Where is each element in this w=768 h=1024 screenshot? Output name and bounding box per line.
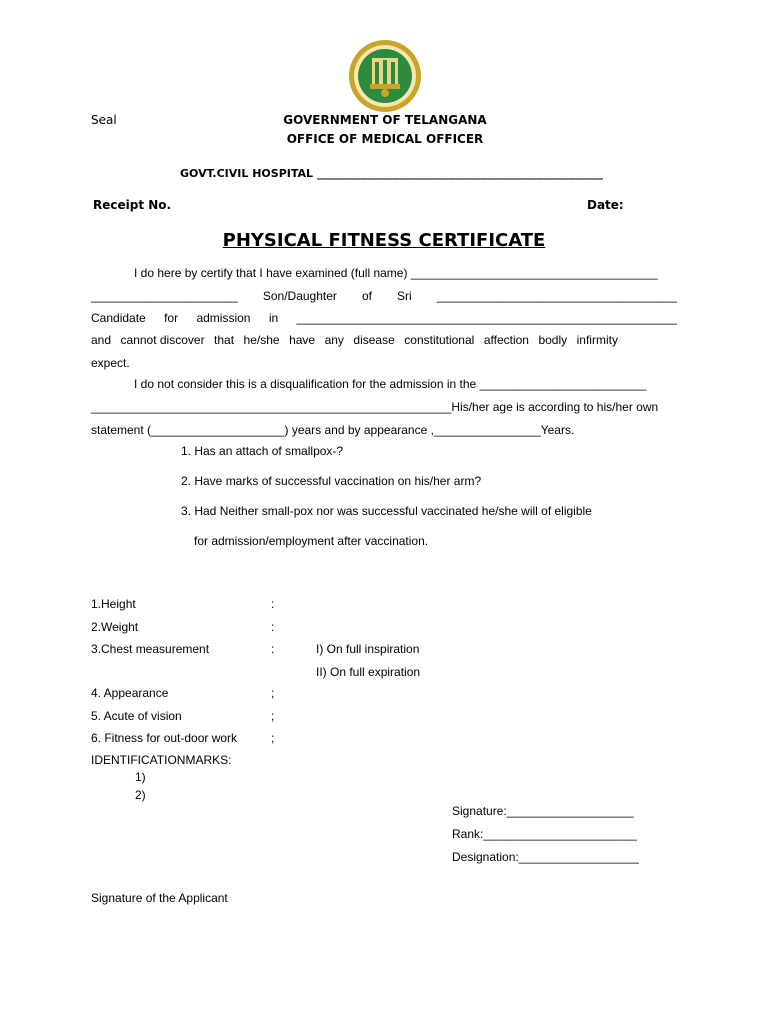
- blank-name: ______________________: [91, 289, 238, 303]
- appearance-separator: ;: [271, 686, 275, 700]
- candidate-line: [91, 311, 677, 325]
- son-daughter-line: [91, 289, 677, 303]
- hospital-line: GOVT.CIVIL HOSPITAL ____________________________________________________: [180, 167, 603, 180]
- word-that: that: [214, 333, 235, 347]
- certify-line: I do here by certify that I have examined (full name) _____________________________________: [134, 266, 658, 280]
- word-constitutional: constitutional: [404, 333, 475, 347]
- admission-text: admission: [196, 311, 251, 325]
- rank-line: Rank:_______________________: [452, 827, 637, 841]
- height-separator: :: [271, 597, 275, 611]
- receipt-label: Receipt No.: [93, 198, 172, 212]
- chest-separator: :: [271, 642, 275, 656]
- word-he-she: he/she: [243, 333, 280, 347]
- word-and: and: [91, 333, 112, 347]
- question-smallpox: 1. Has an attach of smallpox-?: [181, 444, 344, 458]
- word-disease: disease: [353, 333, 395, 347]
- word-affection: affection: [483, 333, 529, 347]
- son-daughter-text: Son/Daughter: [262, 289, 337, 303]
- height-label: 1.Height: [91, 597, 136, 611]
- of-text: of: [361, 289, 372, 303]
- disqualification-line: I do not consider this is a disqualification for the admission in the _________________________: [134, 377, 647, 391]
- vision-separator: ;: [271, 709, 275, 723]
- identification-mark-2: 2): [135, 788, 146, 802]
- weight-separator: :: [271, 620, 275, 634]
- weight-label: 2.Weight: [91, 620, 139, 634]
- certificate-title: PHYSICAL FITNESS CERTIFICATE: [222, 230, 546, 251]
- statement-line: statement (____________________) years and by appearance ,________________Years.: [91, 423, 575, 437]
- blank-admission: _________________________________________________________: [296, 311, 677, 325]
- vision-label: 5. Acute of vision: [91, 709, 182, 723]
- designation-line: Designation:__________________: [452, 850, 639, 864]
- date-label: Date:: [587, 198, 624, 212]
- age-line: ______________________________________________________His/her age is according to his/her own: [91, 400, 659, 414]
- expect-line: expect.: [91, 356, 130, 370]
- question-vaccination-marks: 2. Have marks of successful vaccination on his/her arm?: [181, 474, 482, 488]
- in-text: in: [268, 311, 279, 325]
- word-have: have: [289, 333, 316, 347]
- blank-father: ____________________________________: [436, 289, 677, 303]
- identification-marks-label: IDENTIFICATIONMARKS:: [91, 753, 232, 767]
- sri-text: Sri: [397, 289, 412, 303]
- question-eligibility: 3. Had Neither small-pox nor was successful vaccinated he/she will of eligible: [181, 504, 592, 518]
- question-eligibility-cont: for admission/employment after vaccination.: [194, 534, 429, 548]
- identification-mark-1: 1): [135, 770, 146, 784]
- discover-line: [91, 333, 618, 347]
- for-text: for: [164, 311, 179, 325]
- chest-inspiration: I) On full inspiration: [316, 642, 420, 656]
- appearance-label: 4. Appearance: [91, 686, 169, 700]
- government-title: GOVERNMENT OF TELANGANA: [283, 113, 487, 127]
- word-bodly: bodly: [538, 333, 568, 347]
- seal-label: Seal: [91, 113, 117, 127]
- chest-label: 3.Chest measurement: [91, 642, 210, 656]
- candidate-text: Candidate: [91, 311, 146, 325]
- word-cannot-discover: cannot discover: [120, 333, 205, 347]
- word-infirmity: infirmity: [576, 333, 618, 347]
- telangana-emblem: [347, 38, 423, 114]
- word-any: any: [324, 333, 344, 347]
- fitness-separator: ;: [271, 731, 275, 745]
- signature-line: Signature:___________________: [452, 804, 634, 818]
- office-title: OFFICE OF MEDICAL OFFICER: [286, 132, 484, 146]
- fitness-label: 6. Fitness for out-door work: [91, 731, 238, 745]
- applicant-signature-label: Signature of the Applicant: [91, 891, 228, 905]
- chest-expiration: II) On full expiration: [316, 665, 421, 679]
